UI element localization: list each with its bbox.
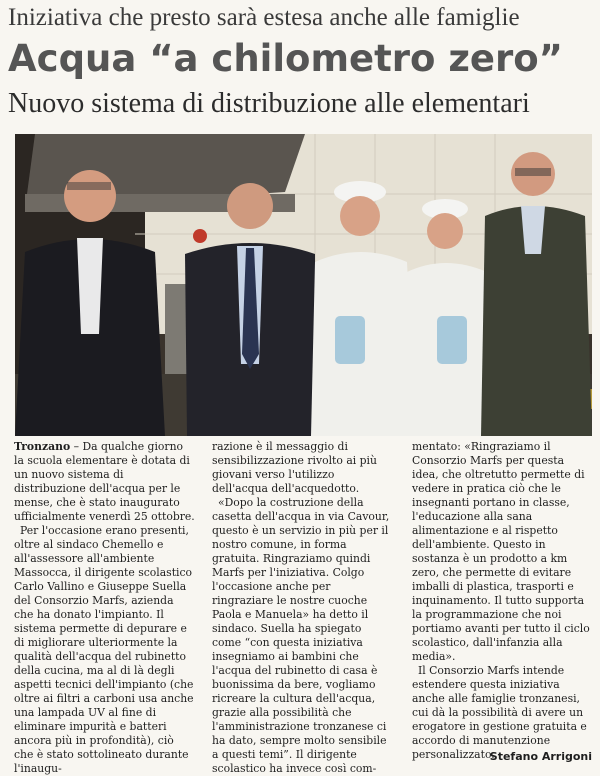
article-column-3 (412, 440, 593, 762)
photo-illustration (15, 134, 592, 436)
kicker: Iniziativa che presto sarà estesa anche alle famiglie (8, 4, 520, 31)
article-photo (15, 134, 592, 436)
column-1-paragraph-2: Per l'occasione erano presenti, oltre al sindaco Chemello e all'assessore all'ambiente Massocca, il dirigente scolastico Carlo Vallino e Giuseppe Suella del Consorzio Marfs, azienda che ha donato l'impianto. Il sistema permette di depurare e di migliorare ulteriormente la qualità dell'acqua del rubinetto della cucina, ma al di là degli aspetti tecnici dell'impianto (che oltre ai filtri a carboni usa anche una lampada UV al fine di eliminare impurità e batteri ancora più in profondità), ciò che è stato sottolineato durante l'inaugu- (14, 524, 194, 775)
column-1-paragraph-1-text: – Da qualche giorno la scuola elementare è dotata di un nuovo sistema di distribuzione dell'acqua per le mense, che è stato inaugurato ufficialmente venerdì 25 ottobre. (14, 440, 195, 523)
article-column-2 (212, 440, 393, 776)
article-column-1 (14, 440, 195, 776)
column-2-paragraph-2: «Dopo la costruzione della casetta dell'acqua in via Cavour, questo è un servizio in più per il nostro comune, in forma gratuita. Ringraziamo quindi Marfs per l'iniziativa. Colgo l'occasione anche per ringraziare le nostre cuoche Paola e Manuela» ha detto il sindaco. Suella ha spiegato come “con questa iniziativa insegniamo ai bambini che l'acqua del rubinetto di casa è buonissima da bere, vogliamo ricreare la cultura dell'acqua, grazie alla possibilità che l'amministrazione tronzanese ci ha dato, sempre molto sensibile a questi temi”. Il dirigente scolastico ha invece così com- (212, 496, 390, 775)
subhead: Nuovo sistema di distribuzione alle elementari (8, 88, 530, 119)
article-body (14, 440, 592, 775)
lead-placename: Tronzano (14, 440, 71, 453)
byline: Stefano Arrigoni (489, 750, 592, 763)
column-2-paragraph-1: razione è il messaggio di sensibilizzazione rivolto ai più giovani verso l'utilizzo dell'acqua dell'acquedotto. (212, 440, 377, 495)
headline: Acqua “a chilometro zero” (8, 37, 563, 80)
column-1-paragraph-1 (14, 440, 195, 524)
column-3-paragraph-1: mentato: «Ringraziamo il Consorzio Marfs per questa idea, che oltretutto permette di vedere in pratica ciò che le insegnanti portano in classe, l'educazione alla sana alimentazione e al rispetto dell'ambiente. Questo in sostanza è un prodotto a km zero, che permette di evitare imballi di plastica, trasporti e inquinamento. Il tutto supporta la programmazione che noi portiamo avanti per tutto il ciclo scolastico, dall'infanzia alla media». (412, 440, 590, 663)
column-3-paragraph-2: Il Consorzio Marfs intende estendere questa iniziativa anche alle famiglie tronzanesi, cui dà la possibilità di avere un erogatore in gestione gratuita e accordo di manutenzione personalizzato. (412, 664, 587, 761)
